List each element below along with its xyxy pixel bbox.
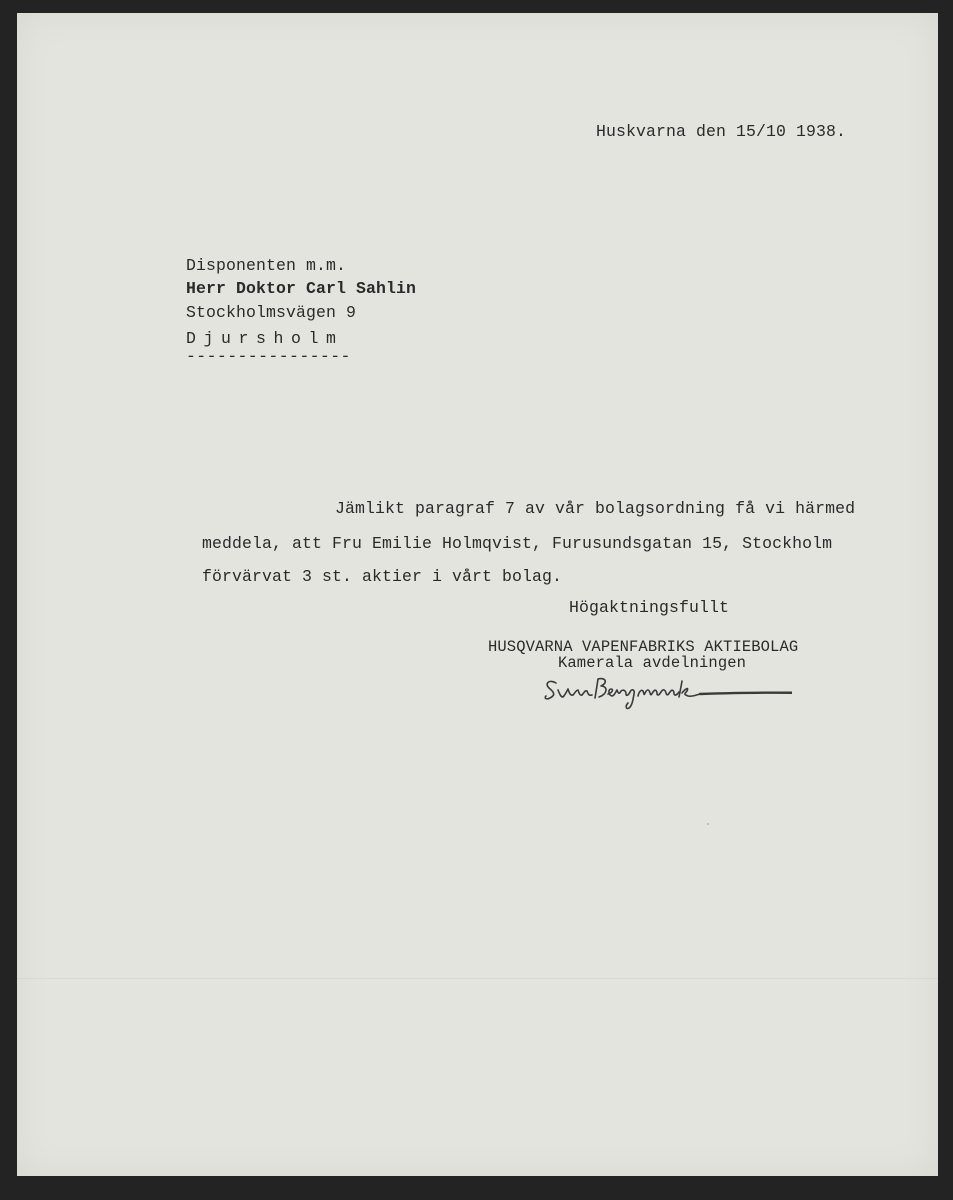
recipient-city: Djursholm — [186, 329, 344, 348]
recipient-street: Stockholmsvägen 9 — [186, 303, 357, 322]
closing-salutation: Högaktningsfullt — [569, 598, 730, 617]
body-line-1: Jämlikt paragraf 7 av vår bolagsordning få vi härmed — [335, 499, 856, 518]
handwritten-signature — [542, 673, 792, 717]
letter-page — [17, 13, 938, 1176]
address-underline: ---------------- — [186, 347, 351, 366]
paper-speck — [707, 823, 709, 825]
recipient-title: Disponenten m.m. — [186, 256, 347, 275]
company-name: HUSQVARNA VAPENFABRIKS AKTIEBOLAG — [488, 638, 799, 656]
date-line: Huskvarna den 15/10 1938. — [596, 122, 847, 141]
body-line-2: meddela, att Fru Emilie Holmqvist, Furusundsgatan 15, Stockholm — [202, 534, 833, 553]
department-name: Kamerala avdelningen — [558, 654, 747, 672]
body-line-3: förvärvat 3 st. aktier i vårt bolag. — [202, 567, 563, 586]
recipient-name: Herr Doktor Carl Sahlin — [186, 279, 417, 298]
